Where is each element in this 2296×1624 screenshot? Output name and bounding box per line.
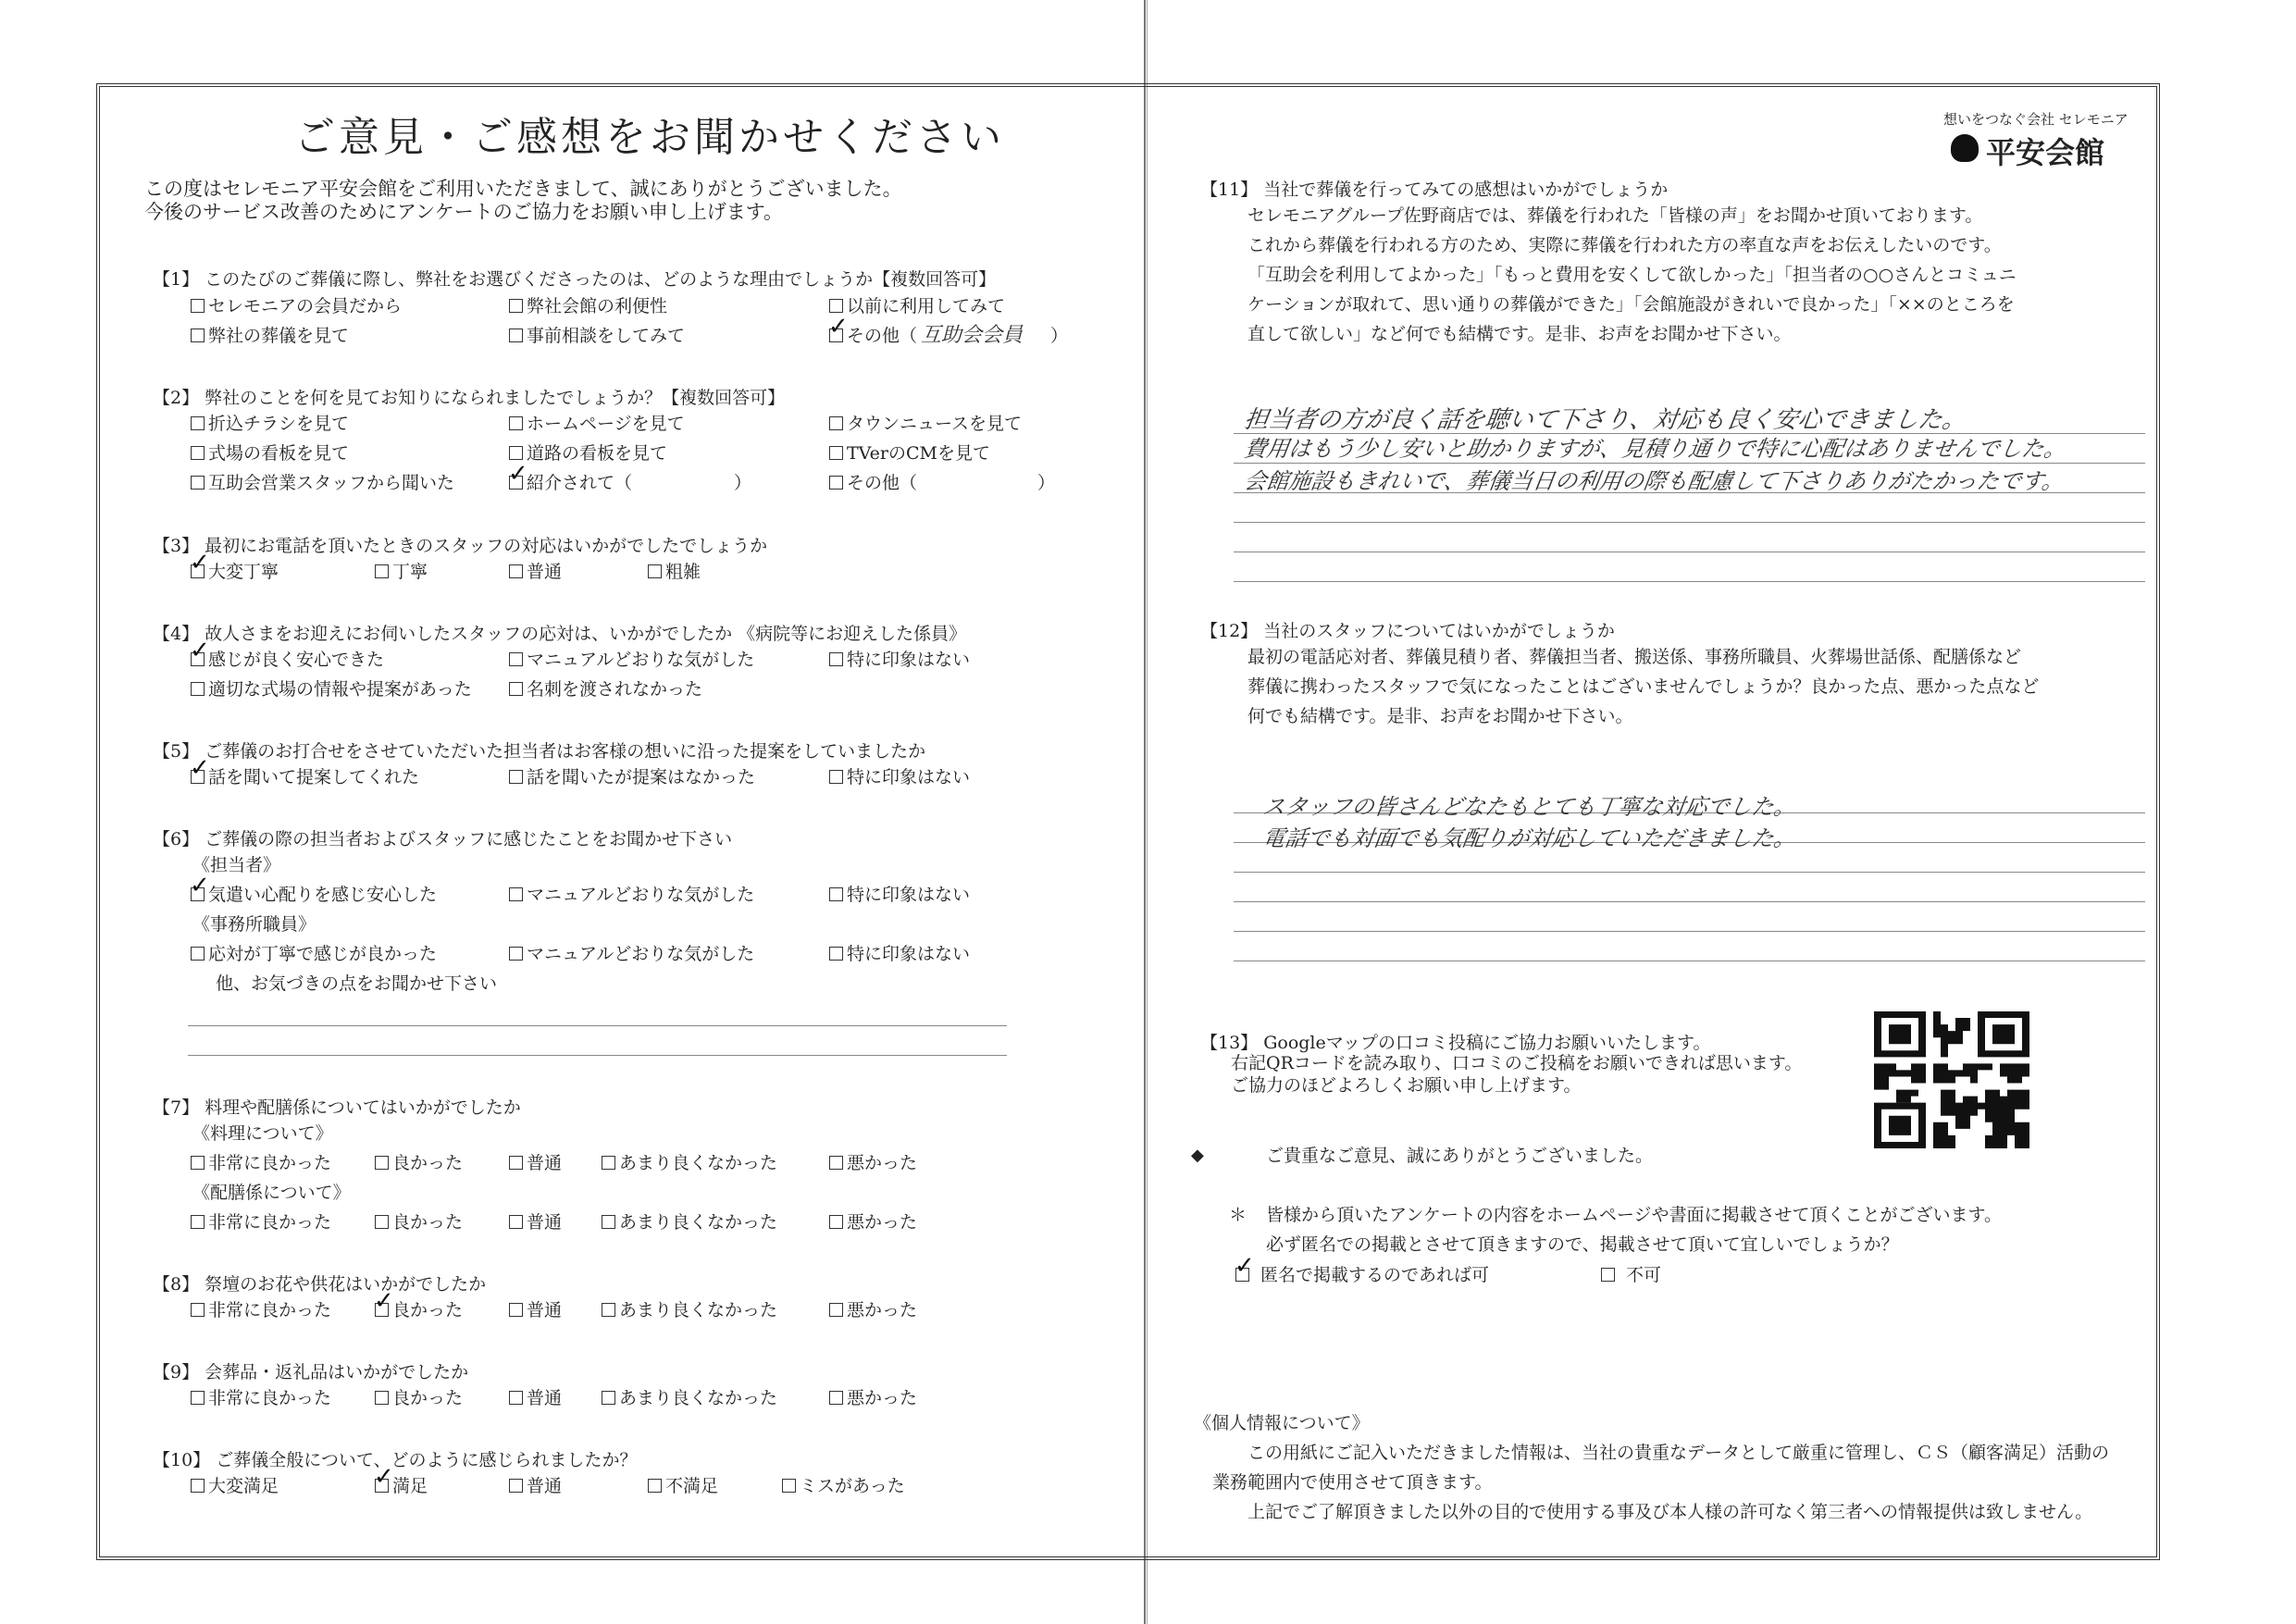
- q11-body: セレモニアグループ佐野商店では、葬儀を行われた「皆様の声」をお聞かせ頂いております。: [1247, 205, 1983, 226]
- publish-opt-anonymous[interactable]: ✓匿名で掲載するのであれば可: [1235, 1265, 1489, 1285]
- checkbox-checked[interactable]: [509, 476, 523, 490]
- q12-title: 【12】 当社のスタッフについてはいかがでしょうか: [1200, 621, 1615, 641]
- checkbox[interactable]: [829, 446, 843, 460]
- q10-opt[interactable]: ミスがあった: [782, 1476, 905, 1496]
- q2-title: 【2】 弊社のことを何を見てお知りになられましたでしょうか？【複数回答可】: [153, 388, 786, 408]
- q13-title: 【13】 Googleマップの口コミ投稿にご協力お願いいたします。: [1200, 1033, 1711, 1053]
- checkbox[interactable]: [375, 564, 389, 578]
- q1-opt-other[interactable]: ✓ その他（ 互助会会員 ）: [829, 326, 1068, 346]
- publish-line-1: 皆様から頂いたアンケートの内容をホームページや書面に掲載させて頂くことがございます。: [1266, 1205, 2002, 1225]
- q5-opt-no-impression[interactable]: 特に印象はない: [829, 767, 970, 787]
- q6-other-label: 他、お気づきの点をお聞かせ下さい: [216, 973, 498, 994]
- q1-opt-consultation[interactable]: 事前相談をしてみて: [509, 326, 685, 346]
- q7-food-opt[interactable]: あまり良くなかった: [602, 1153, 777, 1173]
- brand-tagline: 想いをつなぐ会社 セレモニア: [1943, 111, 2128, 128]
- checkbox[interactable]: [191, 1303, 205, 1317]
- checkbox[interactable]: [509, 1391, 523, 1405]
- privacy-body: この用紙にご記入いただきました情報は、当社の貴重なデータとして厳重に管理し、ＣＳ（顧客満足）活動の: [1247, 1443, 2110, 1463]
- thanks-text: ご貴重なご意見、誠にありがとうございました。: [1266, 1146, 1654, 1166]
- checkbox[interactable]: [509, 887, 523, 901]
- q11-answer-line: [1234, 522, 2145, 523]
- q11-answer-line: [1234, 581, 2145, 582]
- q1-opt-member[interactable]: セレモニアの会員だから: [191, 296, 402, 316]
- publish-line-2: 必ず匿名での掲載とさせて頂きますので、掲載させて頂いて宜しいでしょうか？: [1266, 1234, 1899, 1255]
- checkbox[interactable]: [829, 770, 843, 784]
- q9-opt[interactable]: 普通: [509, 1388, 562, 1408]
- checkbox[interactable]: [375, 1156, 389, 1170]
- q7-food-opt[interactable]: 良かった: [375, 1153, 463, 1173]
- checkbox[interactable]: [191, 446, 205, 460]
- q2-opt-flyer[interactable]: 折込チラシを見て: [191, 414, 349, 434]
- checkbox[interactable]: [829, 1215, 843, 1229]
- q9-opt[interactable]: 悪かった: [829, 1388, 917, 1408]
- checkbox[interactable]: [829, 299, 843, 313]
- q4-title: 【4】 故人さまをお迎えにお伺いしたスタッフの応対は、いかがでしたか 《病院等にお迎えした係員》: [153, 624, 967, 644]
- q12-body: 最初の電話応対者、葬儀見積り者、葬儀担当者、搬送係、事務所職員、火葬場世話係、配膳係など: [1247, 647, 2022, 667]
- q2-opt-referral[interactable]: ✓ 紹介されて（ ）: [509, 473, 751, 493]
- q3-opt-very-polite[interactable]: ✓大変丁寧: [191, 562, 279, 582]
- q7-sub-serving: 《配膳係について》: [192, 1183, 351, 1203]
- intro-line-1: この度はセレモニア平安会館をご利用いただきまして、誠にありがとうございました。: [144, 178, 902, 200]
- q12-answer-line: [1234, 931, 2145, 932]
- q8-opt[interactable]: あまり良くなかった: [602, 1300, 777, 1320]
- q2-opt-sales-staff[interactable]: 互助会営業スタッフから聞いた: [191, 473, 454, 493]
- q7-food-opt[interactable]: 悪かった: [829, 1153, 917, 1173]
- checkbox[interactable]: [602, 1303, 615, 1317]
- checkbox[interactable]: [191, 299, 205, 313]
- q5-opt-no-proposal[interactable]: 話を聞いたが提案はなかった: [509, 767, 755, 787]
- q6-answer-line[interactable]: [188, 1025, 1007, 1026]
- q10-opt[interactable]: 普通: [509, 1476, 562, 1496]
- q3-title: 【3】 最初にお電話を頂いたときのスタッフの対応はいかがでしたでしょうか: [153, 536, 768, 556]
- checkbox[interactable]: [829, 1156, 843, 1170]
- q6-opt-staff-manual[interactable]: マニュアルどおりな気がした: [509, 885, 754, 905]
- q12-handwritten-answer[interactable]: 電話でも対面でも気配りが対応していただきました。: [1260, 825, 1798, 851]
- q7-serving-opt[interactable]: 悪かった: [829, 1212, 917, 1233]
- q2-opt-other[interactable]: その他（ ）: [829, 473, 1055, 493]
- q11-body: ケーションが取れて、思い通りの葬儀ができた」「会館施設がきれいで良かった」「××のところを: [1247, 294, 2015, 315]
- q7-sub-food: 《料理について》: [192, 1123, 333, 1144]
- q11-title: 【11】 当社で葬儀を行ってみての感想はいかがでしょうか: [1200, 180, 1669, 200]
- q9-title: 【9】 会葬品・返礼品はいかがでしたか: [153, 1362, 469, 1382]
- thanks-diamond-icon: ◆: [1191, 1146, 1204, 1165]
- checkbox[interactable]: [509, 416, 523, 430]
- q9-opt[interactable]: あまり良くなかった: [602, 1388, 777, 1408]
- q9-opt[interactable]: 良かった: [375, 1388, 463, 1408]
- checkbox-checked[interactable]: [829, 329, 843, 342]
- q6-sub-staff: 《担当者》: [192, 855, 281, 875]
- q12-answer-line: [1234, 872, 2145, 873]
- q7-serving-opt[interactable]: あまり良くなかった: [602, 1212, 777, 1233]
- checkbox[interactable]: [509, 1479, 523, 1493]
- q11-handwritten-answer[interactable]: 担当者の方が良く話を聴いて下さり、対応も良く安心できました。: [1242, 406, 1968, 434]
- q2-opt-town-news[interactable]: タウンニュースを見て: [829, 414, 1022, 434]
- checkbox[interactable]: [829, 1391, 843, 1405]
- checkbox[interactable]: [509, 299, 523, 313]
- privacy-body: 業務範囲内で使用させて頂きます。: [1212, 1472, 1493, 1493]
- checkbox-checked[interactable]: [191, 564, 205, 578]
- publish-opt-no[interactable]: 不可: [1601, 1265, 1661, 1285]
- q6-opt-office-no-impression[interactable]: 特に印象はない: [829, 944, 970, 964]
- q8-opt[interactable]: 非常に良かった: [191, 1300, 331, 1320]
- q10-title: 【10】 ご葬儀全般について、どのように感じられましたか？: [153, 1450, 638, 1470]
- q4-opt-manual[interactable]: マニュアルどおりな気がした: [509, 650, 754, 670]
- q13-body: 右記QRコードを読み取り、口コミのご投稿をお願いできれば思います。: [1231, 1053, 1803, 1073]
- checkbox[interactable]: [191, 947, 205, 961]
- q7-serving-opt[interactable]: 非常に良かった: [191, 1212, 331, 1233]
- q10-opt[interactable]: 不満足: [648, 1476, 718, 1496]
- q8-opt[interactable]: 普通: [509, 1300, 562, 1320]
- q9-opt[interactable]: 非常に良かった: [191, 1388, 331, 1408]
- checkbox[interactable]: [375, 1215, 389, 1229]
- q2-opt-tver[interactable]: TVerのCMを見て: [829, 443, 990, 464]
- q7-food-opt[interactable]: 非常に良かった: [191, 1153, 331, 1173]
- checkbox[interactable]: [191, 682, 205, 696]
- q7-serving-opt[interactable]: 普通: [509, 1212, 562, 1233]
- checkbox[interactable]: [509, 564, 523, 578]
- checkbox[interactable]: [509, 947, 523, 961]
- privacy-body: 上記でご了解頂きました以外の目的で使用する事及び本人様の許可なく第三者への情報提供は致しません。: [1247, 1502, 2093, 1522]
- logo-icon: [1951, 134, 1979, 162]
- q6-opt-office-manual[interactable]: マニュアルどおりな気がした: [509, 944, 754, 964]
- publish-star: ＊: [1229, 1205, 1247, 1225]
- q11-handwritten-answer[interactable]: 費用はもう少し安いと助かりますが、見積り通りで特に心配はありませんでした。: [1242, 436, 2068, 462]
- q12-answer-line: [1234, 901, 2145, 902]
- checkbox[interactable]: [829, 1303, 843, 1317]
- q2-opt-hall-sign[interactable]: 式場の看板を見て: [191, 443, 349, 464]
- q6-answer-line[interactable]: [188, 1055, 1007, 1056]
- q11-body: 「互助会を利用してよかった」「もっと費用を安くして欲しかった」「担当者の○○さんとコミュニ: [1247, 265, 2017, 285]
- q6-opt-staff-caring[interactable]: ✓気遣い心配りを感じ安心した: [191, 885, 437, 905]
- q2-opt-road-sign[interactable]: 道路の看板を見て: [509, 443, 667, 464]
- brand-name: 平安会館: [1986, 135, 2105, 170]
- checkbox[interactable]: [829, 476, 843, 490]
- intro-line-2: 今後のサービス改善のためにアンケートのご協力をお願い申し上げます。: [144, 201, 784, 223]
- checkbox[interactable]: [509, 1303, 523, 1317]
- q5-opt-proposed[interactable]: ✓話を聞いて提案してくれた: [191, 767, 419, 787]
- checkbox-checked[interactable]: [191, 652, 205, 666]
- checkbox-checked[interactable]: [375, 1479, 389, 1493]
- q4-opt-good-info[interactable]: 適切な式場の情報や提案があった: [191, 679, 472, 700]
- checkbox[interactable]: [509, 770, 523, 784]
- q4-opt-no-impression[interactable]: 特に印象はない: [829, 650, 970, 670]
- q1-opt-saw-funeral[interactable]: 弊社の葬儀を見て: [191, 326, 349, 346]
- q4-opt-no-card[interactable]: 名刺を渡されなかった: [509, 679, 702, 700]
- checkbox[interactable]: [509, 682, 523, 696]
- checkbox[interactable]: [509, 652, 523, 666]
- checkbox[interactable]: [829, 416, 843, 430]
- q12-body: 葬儀に携わったスタッフで気になったことはございませんでしょうか？良かった点、悪かった点など: [1247, 676, 2040, 697]
- q6-sub-office: 《事務所職員》: [192, 914, 316, 935]
- checkbox[interactable]: [829, 887, 843, 901]
- checkbox[interactable]: [375, 1391, 389, 1405]
- page-title: ご意見・ご感想をお聞かせください: [294, 114, 1005, 161]
- checkbox[interactable]: [829, 652, 843, 666]
- q6-opt-office-polite[interactable]: 応対が丁寧で感じが良かった: [191, 944, 437, 964]
- q11-handwritten-answer[interactable]: 会館施設もきれいで、葬儀当日の利用の際も配慮して下さりありがたかったです。: [1242, 468, 2066, 494]
- checkbox[interactable]: [191, 1215, 205, 1229]
- q1-opt-convenience[interactable]: 弊社会館の利便性: [509, 296, 667, 316]
- checkbox-checked[interactable]: [191, 887, 205, 901]
- checkbox-checked[interactable]: [191, 770, 205, 784]
- q3-opt-normal[interactable]: 普通: [509, 562, 562, 582]
- checkbox[interactable]: [509, 446, 523, 460]
- q1-opt-used-before[interactable]: 以前に利用してみて: [829, 296, 1005, 316]
- q1-title: 【1】 このたびのご葬儀に際し、弊社をお選びくださったのは、どのような理由でしょうか【複数回答可】: [153, 269, 997, 290]
- checkbox-checked[interactable]: [375, 1303, 389, 1317]
- checkbox[interactable]: [782, 1479, 796, 1493]
- q7-title: 【7】 料理や配膳係についてはいかがでしたか: [153, 1097, 521, 1118]
- checkbox[interactable]: [191, 416, 205, 430]
- checkbox[interactable]: [191, 1391, 205, 1405]
- q6-opt-staff-no-impression[interactable]: 特に印象はない: [829, 885, 970, 905]
- q5-title: 【5】 ご葬儀のお打合せをさせていただいた担当者はお客様の想いに沿った提案をしていましたか: [153, 741, 926, 762]
- qr-code-icon[interactable]: [1874, 1011, 2029, 1148]
- q8-opt[interactable]: 悪かった: [829, 1300, 917, 1320]
- checkbox[interactable]: [602, 1215, 615, 1229]
- privacy-title: 《個人情報について》: [1194, 1413, 1370, 1433]
- q8-opt-good[interactable]: ✓ 良かった: [375, 1300, 463, 1320]
- q13-body: ご協力のほどよろしくお願い申し上げます。: [1231, 1075, 1582, 1096]
- checkbox[interactable]: [602, 1156, 615, 1170]
- q3-opt-rough[interactable]: 粗雑: [648, 562, 701, 582]
- q3-opt-polite[interactable]: 丁寧: [375, 562, 428, 582]
- q11-body: 直して欲しい」など何でも結構です。是非、お声をお聞かせ下さい。: [1247, 324, 1792, 344]
- checkbox-checked[interactable]: [1235, 1268, 1249, 1282]
- checkbox[interactable]: [648, 1479, 662, 1493]
- q11-body: これから葬儀を行われる方のため、実際に葬儀を行われた方の率直な声をお伝えしたいのです。: [1247, 235, 2002, 255]
- q10-opt[interactable]: 大変満足: [191, 1476, 279, 1496]
- q1-other-handwritten[interactable]: 互助会会員: [921, 324, 1024, 347]
- checkbox[interactable]: [191, 1479, 205, 1493]
- q12-body: 何でも結構です。是非、お声をお聞かせ下さい。: [1247, 706, 1633, 726]
- checkbox[interactable]: [648, 564, 662, 578]
- checkbox[interactable]: [191, 476, 205, 490]
- q2-opt-homepage[interactable]: ホームページを見て: [509, 414, 685, 434]
- q4-opt-reassured[interactable]: ✓感じが良く安心できた: [191, 650, 384, 670]
- q12-handwritten-answer[interactable]: スタッフの皆さんどなたもとても丁寧な対応でした。: [1260, 794, 1798, 820]
- checkbox[interactable]: [829, 947, 843, 961]
- q7-serving-opt[interactable]: 良かった: [375, 1212, 463, 1233]
- checkbox[interactable]: [1601, 1268, 1615, 1282]
- checkbox[interactable]: [509, 329, 523, 342]
- checkbox[interactable]: [191, 329, 205, 342]
- checkbox[interactable]: [509, 1215, 523, 1229]
- checkbox[interactable]: [602, 1391, 615, 1405]
- checkbox[interactable]: [191, 1156, 205, 1170]
- q10-opt-satisfied[interactable]: ✓ 満足: [375, 1476, 428, 1496]
- q6-title: 【6】 ご葬儀の際の担当者およびスタッフに感じたことをお聞かせ下さい: [153, 829, 733, 849]
- q8-title: 【8】 祭壇のお花や供花はいかがでしたか: [153, 1274, 487, 1295]
- q7-food-opt[interactable]: 普通: [509, 1153, 562, 1173]
- checkbox[interactable]: [509, 1156, 523, 1170]
